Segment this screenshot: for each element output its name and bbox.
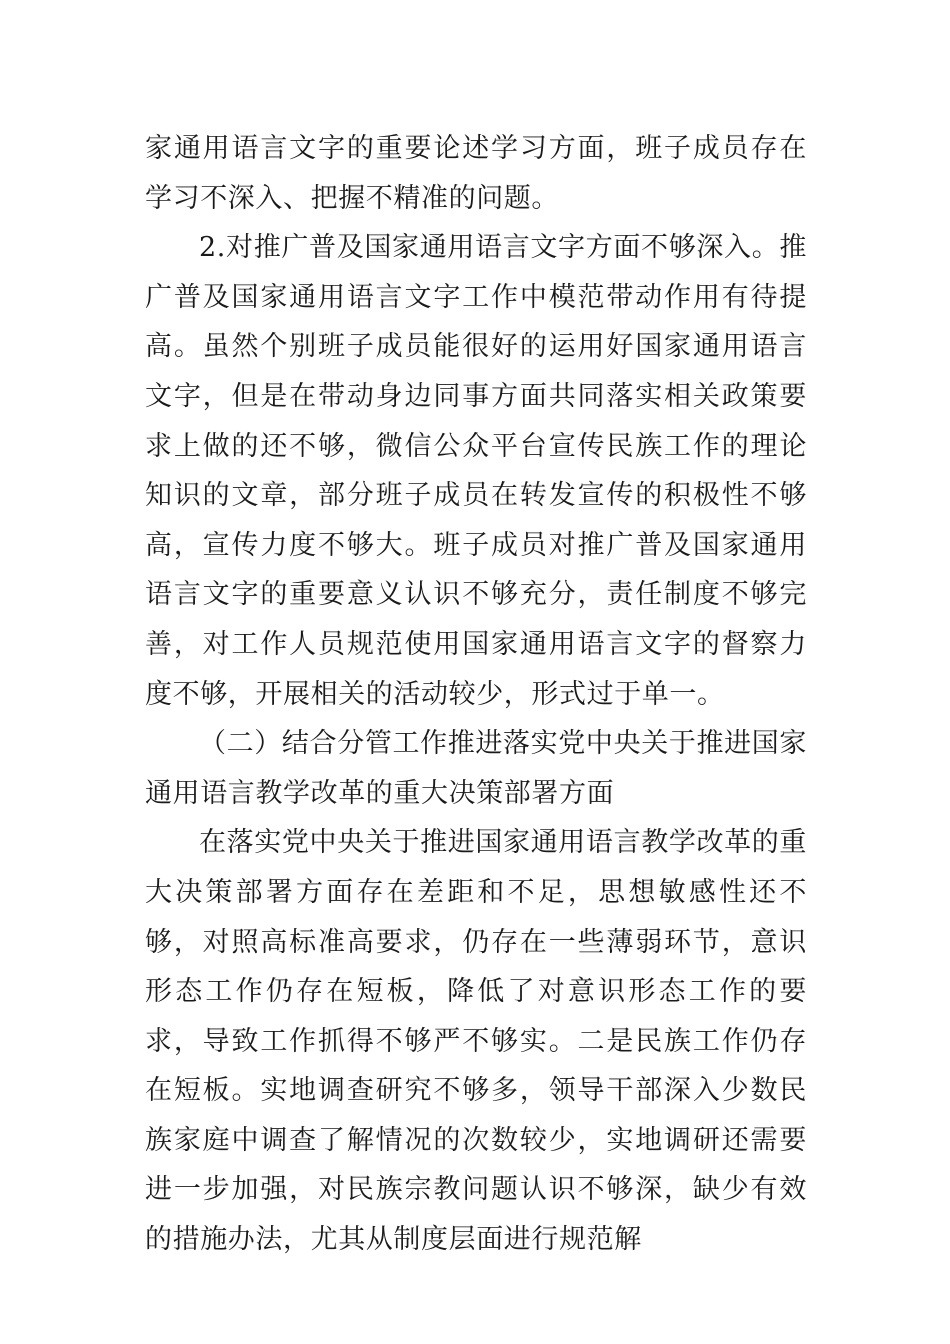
section-heading: （二）结合分管工作推进落实党中央关于推进国家通用语言教学改革的重大决策部署方面 bbox=[145, 728, 807, 809]
paragraph-3: 在落实党中央关于推进国家通用语言教学改革的重大决策部署方面存在差距和不足，思想敏感性还不够，对照高标准高要求，仍存在一些薄弱环节，意识形态工作仍存在短板，降低了对意识形态工作的要求，导致工作抓得不够严不够实。二是民族工作仍存在短板。实地调查研究不够多，领导干部深入少数民族家庭中调查了解情况的次数较少，实地调研还需要进一步加强，对民族宗教问题认识不够深，缺少有效的措施办法，尤其从制度层面进行规范解 bbox=[145, 827, 807, 1256]
paragraph-2: 2.对推广普及国家通用语言文字方面不够深入。推广普及国家通用语言文字工作中模范带动作用有待提高。虽然个别班子成员能很好的运用好国家通用语言文字，但是在带动身边同事方面共同落实相关政策要求上做的还不够，微信公众平台宣传民族工作的理论知识的文章，部分班子成员在转发宣传的积极性不够高，宣传力度不够大。班子成员对推广普及国家通用语言文字的重要意义认识不够充分，责任制度不够完善，对工作人员规范使用国家通用语言文字的督察力度不够，开展相关的活动较少，形式过于单一。 bbox=[145, 232, 807, 710]
document-body bbox=[145, 124, 807, 1265]
paragraph-1: 家通用语言文字的重要论述学习方面，班子成员存在学习不深入、把握不精准的问题。 bbox=[145, 133, 807, 214]
